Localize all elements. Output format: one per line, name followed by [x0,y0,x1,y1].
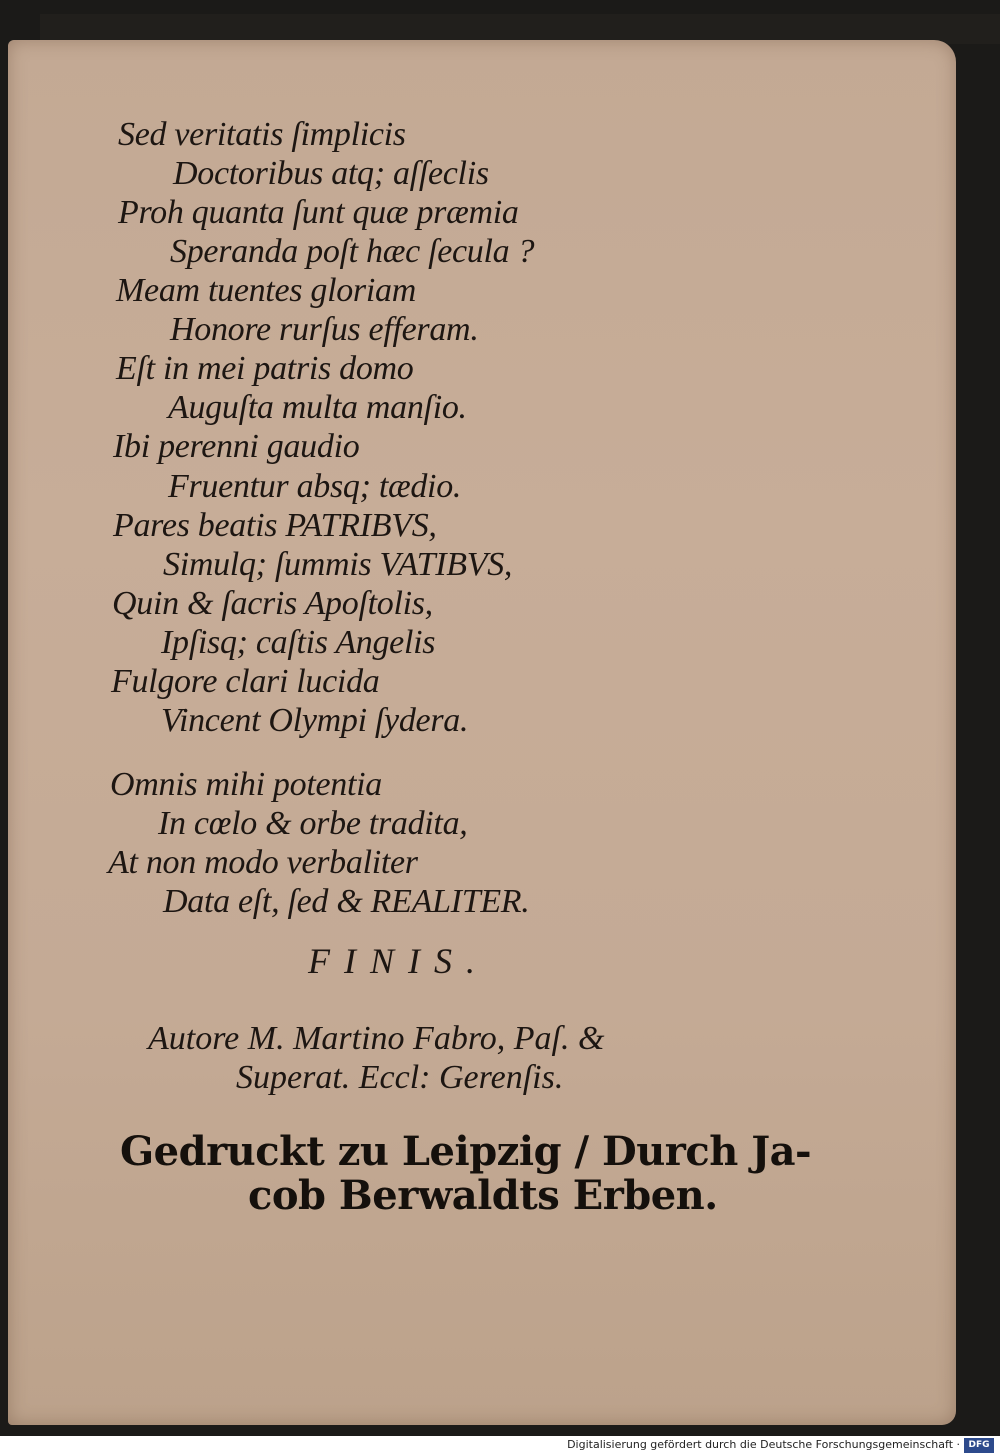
verse-line: Speranda poſt hæc ſecula ? [170,233,535,270]
verse-line: Pares beatis PATRIBVS, [113,507,437,544]
verse-line: Auguſta multa manſio. [168,389,467,426]
verse-line: Proh quanta ſunt quæ præmia [118,194,519,231]
verse-line: Ibi perenni gaudio [113,428,360,465]
funding-notice: Digitalisierung gefördert durch die Deutsche Forschungsgemeinschaft · [567,1438,960,1451]
verse-line: Sed veritatis ſimplicis [118,116,406,153]
verse-line: Meam tuentes gloriam [116,272,416,309]
verse-line: Data eſt, ſed & REALITER. [163,883,530,920]
verse-line: Fruentur absq; tædio. [168,468,462,505]
verse-line: At non modo verbaliter [108,844,418,881]
imprint-line: cob Berwaldts Erben. [248,1172,718,1219]
finis-heading: FINIS. [308,941,489,981]
digitization-footer [0,1436,1000,1456]
verse-line: Doctoribus atq; aſſeclis [173,155,489,192]
verse-line: Vincent Olympi ſydera. [161,702,469,739]
verse-line: Eſt in mei patris domo [116,350,414,387]
author-line: Superat. Eccl: Gerenſis. [236,1059,564,1096]
verse-line: Ipſisq; caſtis Angelis [161,624,436,661]
author-line: Autore M. Martino Fabro, Paſ. & [148,1020,605,1057]
verse-line: Omnis mihi potentia [110,766,382,803]
book-page [8,40,956,1425]
verse-line: Fulgore clari lucida [111,663,380,700]
dfg-logo: DFG [964,1438,994,1453]
verse-line: Simulq; ſummis VATIBVS, [163,546,513,583]
imprint-line: Gedruckt zu Leipzig / Durch Ja- [120,1128,812,1175]
poem-block [8,40,956,1425]
verse-line: Quin & ſacris Apoſtolis, [112,585,433,622]
verse-line: Honore rurſus efferam. [170,311,479,348]
verse-line: In cœlo & orbe tradita, [158,805,468,842]
